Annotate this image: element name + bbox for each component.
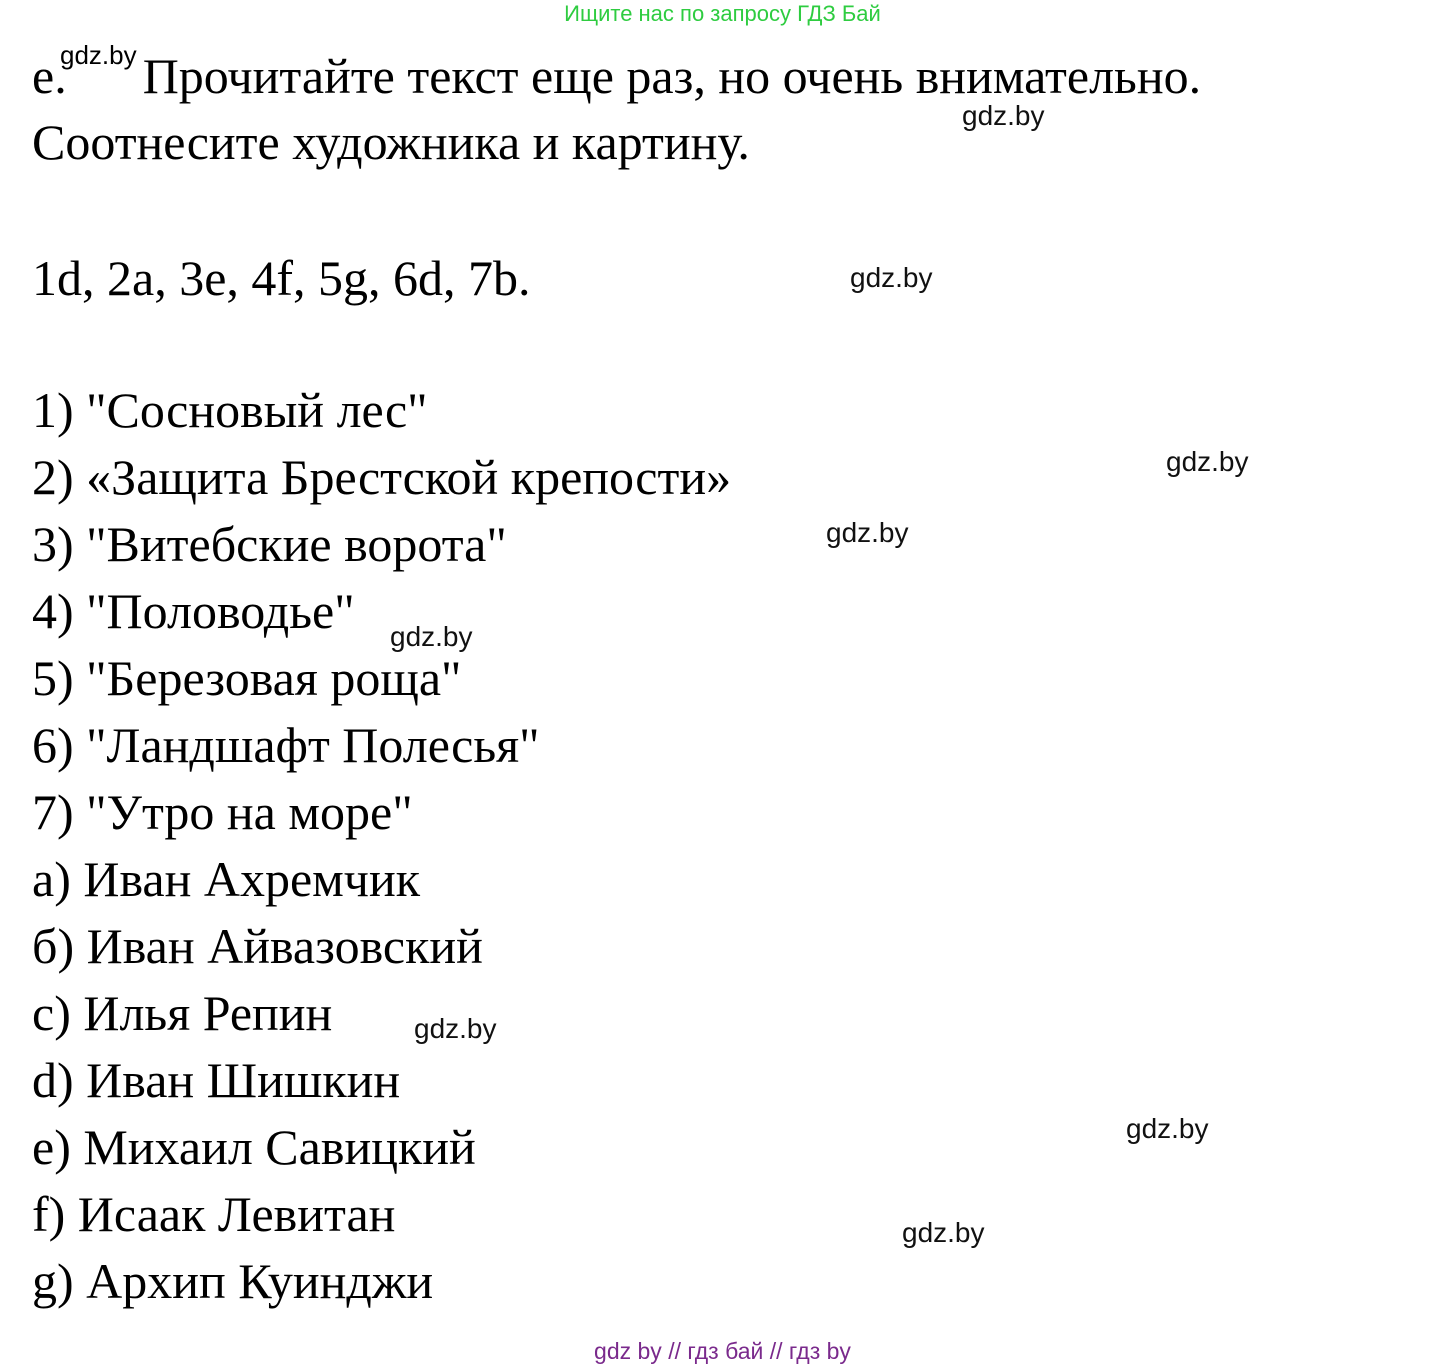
task-heading-line-1 xyxy=(32,40,1202,106)
task-letter: e. gdz.by xyxy=(32,40,137,104)
task-instruction-1: Прочитайте текст еще раз, но очень внимательно. xyxy=(142,48,1202,104)
watermark: gdz.by xyxy=(60,40,137,70)
task-instruction-2: Соотнесите художника и картину. xyxy=(32,114,750,170)
artist-item: g) Архип Куинджи xyxy=(32,1253,434,1309)
artist-item: б) Иван Айвазовский xyxy=(32,918,483,974)
watermark: gdz.by xyxy=(962,100,1045,131)
artist-item: c) Илья Репин xyxy=(32,985,333,1041)
watermark: gdz.by xyxy=(902,1217,985,1248)
painting-item: 5) "Березовая роща" xyxy=(32,650,462,706)
painting-item: 3) "Витебские ворота" xyxy=(32,516,507,572)
answer-line: 1d, 2a, 3e, 4f, 5g, 6d, 7b. xyxy=(32,250,531,306)
painting-item: 4) "Половодье" xyxy=(32,583,355,639)
artist-item: f) Исаак Левитан xyxy=(32,1186,396,1242)
painting-item: 6) "Ландшафт Полесья" xyxy=(32,717,540,773)
artist-item: a) Иван Ахремчик xyxy=(32,851,420,907)
painting-item: 1) "Сосновый лес" xyxy=(32,382,428,438)
artist-item: e) Михаил Савицкий xyxy=(32,1119,476,1175)
painting-item: 7) "Утро на море" xyxy=(32,784,413,840)
watermark: gdz.by xyxy=(390,621,473,652)
footer-banner[interactable]: gdz by // гдз бай // гдз by xyxy=(594,1338,851,1364)
watermark: gdz.by xyxy=(1166,446,1249,477)
header-banner[interactable]: Ищите нас по запросу ГДЗ Бай xyxy=(564,1,881,26)
artist-item: d) Иван Шишкин xyxy=(32,1052,401,1108)
watermark: gdz.by xyxy=(414,1013,497,1044)
watermark: gdz.by xyxy=(850,262,933,293)
painting-item: 2) «Защита Брестской крепости» xyxy=(32,449,732,505)
watermark: gdz.by xyxy=(826,517,909,548)
watermark: gdz.by xyxy=(1126,1113,1209,1144)
